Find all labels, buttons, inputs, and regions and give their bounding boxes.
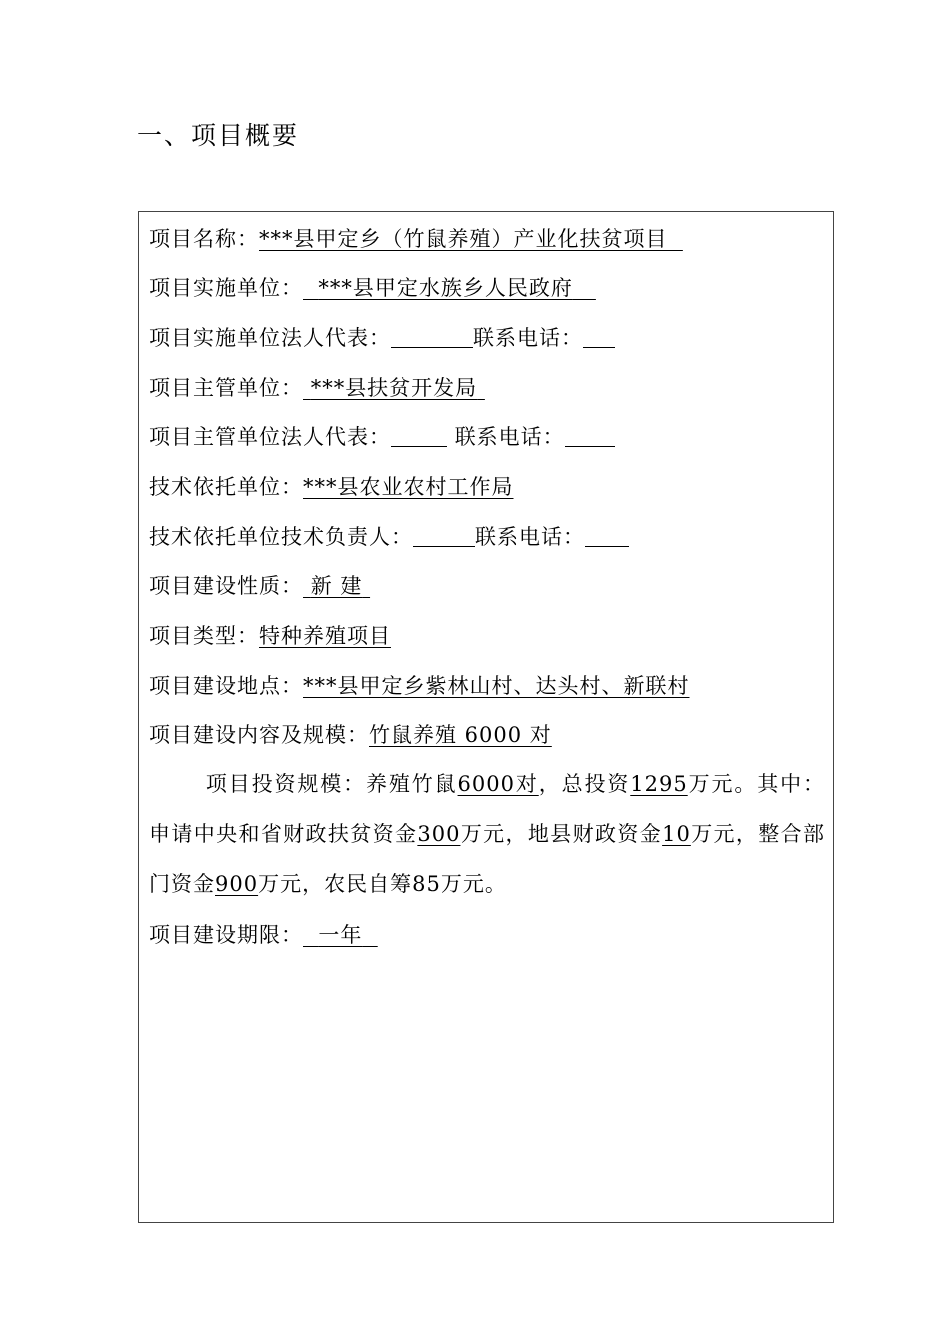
investment-text-4: 万元，地县财政资金 (460, 822, 663, 846)
investment-pairs: 6000对 (457, 772, 539, 796)
investment-text-1: 项目投资规模：养殖竹鼠 (205, 772, 458, 796)
project-summary-table (138, 211, 834, 1223)
nature-value: 新 建 (310, 574, 363, 598)
impl-rep-label: 项目实施单位法人代表： (149, 326, 391, 350)
mgr-rep-row (149, 422, 615, 452)
mgr-unit-row (149, 373, 485, 403)
period-value: 一年 (318, 923, 363, 947)
location-label: 项目建设地点： (149, 674, 303, 698)
section-title: 一、项目概要 (137, 121, 300, 150)
tech-unit-label: 技术依托单位： (149, 475, 303, 499)
tech-phone-label: 联系电话： (475, 525, 585, 549)
tech-phone-blank[interactable] (585, 524, 629, 547)
mgr-rep-blank[interactable] (391, 424, 447, 447)
project-name-row (149, 224, 683, 254)
tech-unit-value: ***县农业农村工作局 (303, 475, 514, 499)
nature-row (149, 571, 370, 601)
period-row (149, 920, 378, 950)
content-label: 项目建设内容及规模： (149, 723, 369, 747)
impl-unit-value: ***县甲定水族乡人民政府 (318, 276, 573, 300)
investment-central: 300 (417, 822, 461, 846)
tech-head-label: 技术依托单位技术负责人： (149, 525, 413, 549)
location-row (149, 671, 690, 701)
investment-text-6: 万元，农民自筹85万元。 (258, 872, 507, 896)
investment-text-5: 万元，整合部门资金 (149, 822, 826, 896)
mgr-rep-label: 项目主管单位法人代表： (149, 425, 391, 449)
impl-rep-row (149, 323, 615, 353)
impl-rep-blank[interactable] (391, 325, 473, 348)
investment-dept: 900 (215, 872, 259, 896)
tech-head-blank[interactable] (413, 524, 475, 547)
impl-unit-row (149, 273, 596, 303)
tech-unit-row (149, 472, 514, 502)
investment-text-3: 万元。其中：申请中央和省财政扶贫资金 (149, 772, 825, 846)
content-value: 竹鼠养殖 6000 对 (369, 723, 552, 747)
tech-head-row (149, 522, 629, 552)
investment-local: 10 (662, 822, 691, 846)
content-row (149, 720, 552, 750)
investment-paragraph (149, 759, 825, 909)
period-label: 项目建设期限： (149, 923, 303, 947)
type-value: 特种养殖项目 (259, 624, 391, 648)
investment-total: 1295 (630, 772, 688, 796)
location-value: ***县甲定乡紫林山村、达头村、新联村 (303, 674, 690, 698)
type-label: 项目类型： (149, 624, 259, 648)
mgr-unit-value: ***县扶贫开发局 (310, 376, 478, 400)
mgr-unit-label: 项目主管单位： (149, 376, 303, 400)
nature-label: 项目建设性质： (149, 574, 303, 598)
impl-phone-blank[interactable] (583, 325, 615, 348)
project-name-value: ***县甲定乡（竹鼠养殖）产业化扶贫项目 (259, 227, 668, 251)
impl-phone-label: 联系电话： (473, 326, 583, 350)
mgr-phone-blank[interactable] (565, 424, 615, 447)
investment-text-2: ，总投资 (538, 772, 631, 796)
mgr-phone-label: 联系电话： (454, 425, 565, 449)
type-row (149, 621, 391, 651)
impl-unit-label: 项目实施单位： (149, 276, 303, 300)
project-name-label: 项目名称： (149, 227, 259, 251)
